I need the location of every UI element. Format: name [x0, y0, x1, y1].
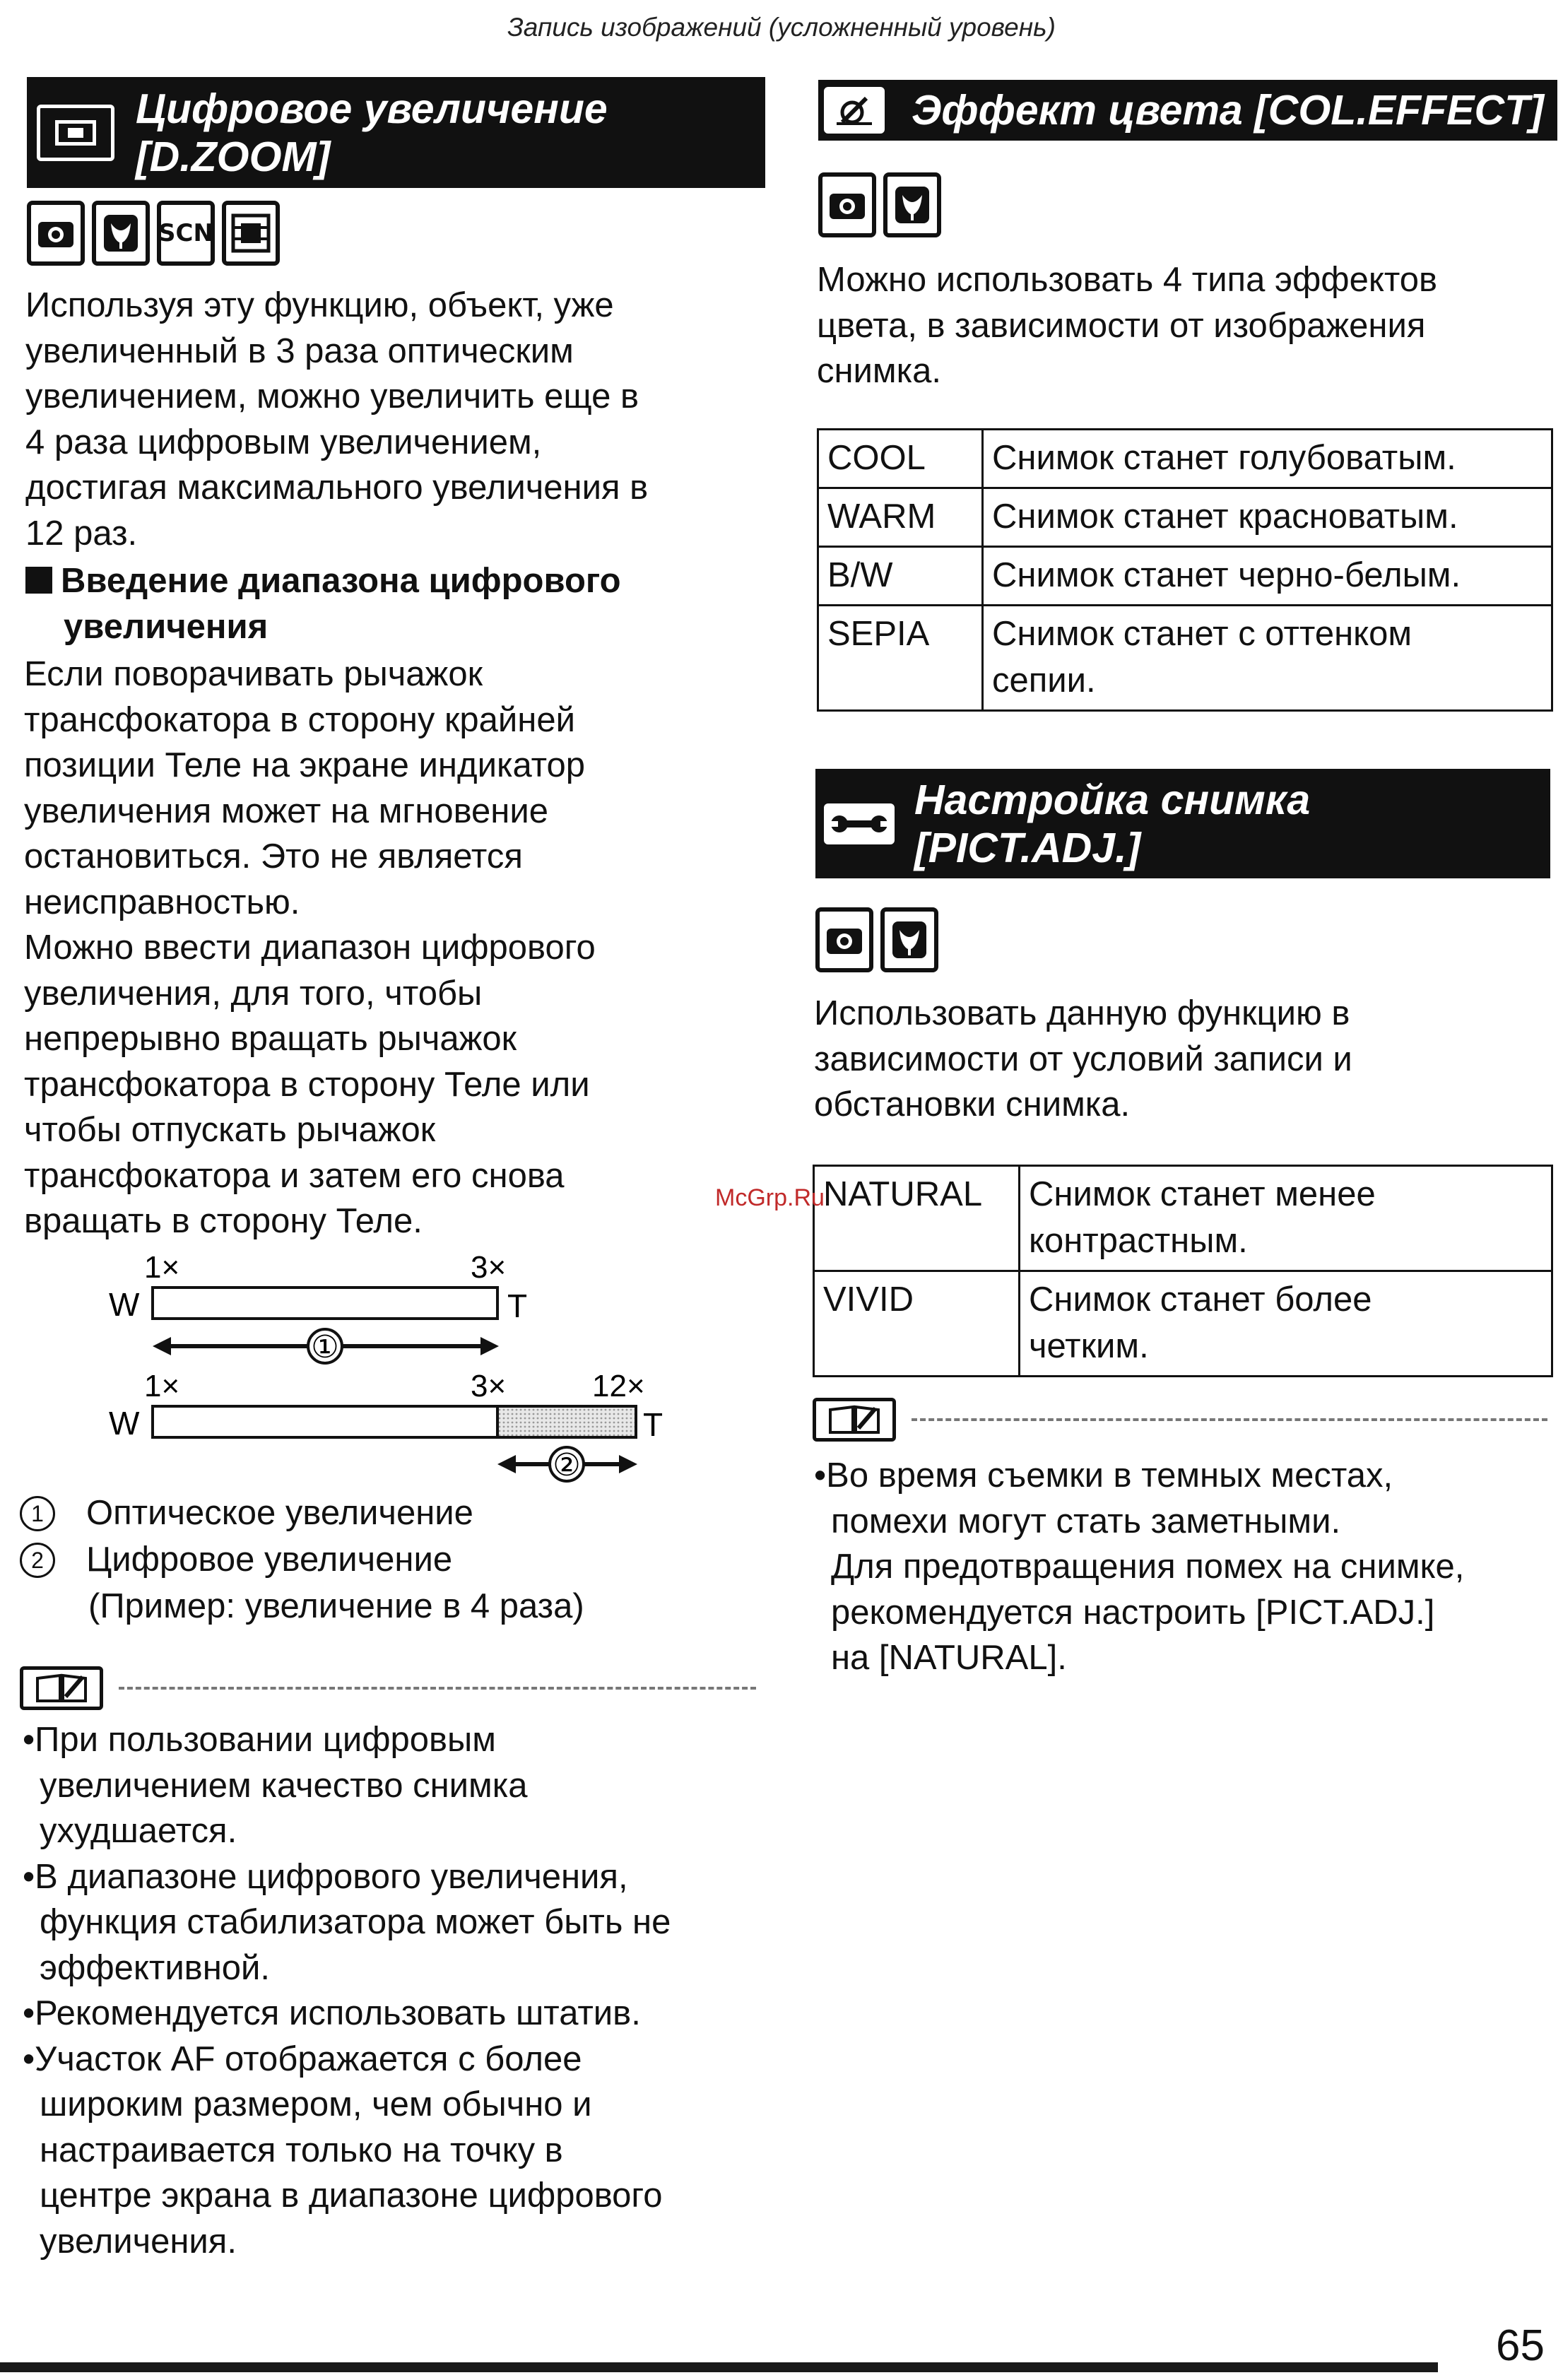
page-number: 65 [1496, 2321, 1545, 2370]
color-effect-icon [824, 87, 885, 134]
top-tick-1x: 1× [144, 1251, 180, 1285]
text-line: Можно использовать 4 типа эффектов [817, 261, 1438, 299]
bottom-digital-bar [497, 1406, 636, 1437]
table-cell-value: Снимок станет красноватым. [983, 488, 1552, 547]
running-head: Запись изображений (усложненный уровень) [507, 13, 1056, 42]
table-cell-key: WARM [818, 488, 983, 547]
dzoom-notes [23, 1717, 772, 2264]
text-line: достигая максимального увеличения в [25, 469, 649, 507]
text-line: неисправностью. [24, 883, 300, 921]
note-item-cont: ухудшается. [40, 1812, 237, 1850]
dashed-divider [912, 1418, 1547, 1421]
text-line: трансфокатора и затем его снова [24, 1156, 565, 1195]
text-line: чтобы отпускать рычажок [24, 1111, 436, 1149]
note-item-cont: функция стабилизатора может быть не [40, 1903, 671, 1941]
pictadj-mode-icons [815, 907, 938, 972]
text-line: увеличением, можно увеличить еще в [25, 377, 639, 416]
footer-rule [0, 2362, 1438, 2372]
text-line: Используя эту функцию, объект, уже [25, 286, 614, 324]
text-line: обстановки снимка. [814, 1085, 1131, 1124]
table-cell-key: SEPIA [818, 606, 983, 711]
bottom-tick-1x: 1× [144, 1369, 180, 1403]
camera-mode-icon [27, 201, 85, 266]
legend-marker: 2 [20, 1543, 55, 1578]
coleffect-table [817, 428, 1553, 712]
note-item-cont: помехи могут стать заметными. [831, 1502, 1341, 1540]
square-bullet-icon [25, 567, 52, 594]
text-line: снимка. [817, 352, 941, 390]
top-range-marker: ① [311, 1329, 339, 1365]
legend-text: Оптическое увеличение [86, 1494, 473, 1532]
pictadj-notes [814, 1453, 1556, 1681]
pictadj-title: Настройка снимка [914, 776, 1311, 823]
table-cell-line: Снимок станет более [1029, 1280, 1372, 1319]
top-tick-3x: 3× [471, 1251, 507, 1285]
text-line: увеличения, для того, чтобы [24, 974, 483, 1013]
dzoom-header [27, 77, 765, 188]
watermark: McGrp.Ru [715, 1184, 825, 1211]
wrench-icon [824, 803, 895, 844]
pictadj-title-code: [PICT.ADJ.] [914, 824, 1141, 871]
coleffect-header [818, 80, 1557, 141]
bottom-label-t: T [643, 1406, 663, 1443]
dzoom-intro [25, 283, 767, 556]
camera-mode-icon [815, 907, 873, 972]
note-item: • При пользовании цифровым [23, 1717, 772, 1763]
dzoom-title-code: [D.ZOOM] [136, 133, 331, 180]
dzoom-icon [37, 105, 114, 161]
bottom-tick-12x: 12× [592, 1369, 645, 1403]
scene-mode-icon [157, 201, 215, 266]
note-item-cont: широким размером, чем обычно и [40, 2085, 592, 2123]
dzoom-title: Цифровое увеличение [136, 85, 608, 132]
text-line: цвета, в зависимости от изображения [817, 306, 1426, 345]
table-cell-key: COOL [818, 430, 983, 488]
note-item: • Рекомендуется использовать штатив. [23, 1991, 772, 2037]
table-row [818, 430, 1552, 488]
text-line: трансфокатора в сторону Теле или [24, 1065, 590, 1104]
text-line: Если поворачивать рычажок [24, 655, 483, 693]
bottom-range-marker: ② [553, 1447, 581, 1483]
dzoom-subheading [25, 558, 767, 649]
table-cell-line: контрастным. [1029, 1222, 1248, 1260]
bottom-arrow-left [497, 1455, 516, 1473]
scene-mode-label: SCN [158, 219, 213, 247]
note-book-icon [813, 1398, 896, 1442]
pictadj-intro [814, 991, 1556, 1128]
table-cell-value [1020, 1166, 1552, 1271]
table-cell-key: NATURAL [814, 1166, 1020, 1271]
table-cell-line: четким. [1029, 1327, 1149, 1365]
bottom-tick-3x: 3× [471, 1369, 507, 1403]
note-item: • Во время съемки в темных местах, [814, 1453, 1556, 1499]
note-item-cont: эффективной. [40, 1948, 271, 1987]
top-optical-bar [153, 1288, 497, 1319]
table-cell-line: Снимок станет менее [1029, 1175, 1376, 1213]
note-item: • Участок AF отображается с более [23, 2037, 772, 2082]
pictadj-header [815, 769, 1550, 878]
text-line: 4 раза цифровым увеличением, [25, 423, 542, 461]
text-line: увеличенный в 3 раза оптическим [25, 331, 574, 370]
macro-mode-icon [92, 201, 150, 266]
bottom-arrow-right [619, 1455, 637, 1473]
dzoom-mode-icons [27, 201, 280, 266]
top-label-w: W [109, 1286, 140, 1323]
table-cell-value: Снимок станет голубоватым. [983, 430, 1552, 488]
top-arrow-right [480, 1337, 499, 1355]
note-book-icon [20, 1666, 103, 1710]
table-cell-line: сепии. [992, 661, 1096, 700]
text-line: Использовать данную функцию в [814, 994, 1350, 1032]
text-line: позиции Теле на экране индикатор [24, 746, 586, 784]
note-item-cont: увеличением качество снимка [40, 1766, 528, 1805]
note-item-cont: центре экрана в диапазоне цифрового [40, 2176, 663, 2215]
table-cell-value [983, 606, 1552, 711]
bottom-label-w: W [109, 1405, 140, 1442]
camera-mode-icon [818, 172, 876, 237]
zoom-range-diagram [99, 1251, 707, 1491]
text-line: непрерывно вращать рычажок [24, 1020, 517, 1058]
note-item-cont: Для предотвращения помех на снимке, [831, 1548, 1465, 1586]
bottom-optical-bar [153, 1406, 497, 1437]
text-line: зависимости от условий записи и [814, 1039, 1352, 1078]
macro-mode-icon [883, 172, 941, 237]
table-row [814, 1271, 1552, 1377]
subheading-text: увеличения [64, 607, 269, 646]
note-item-cont: на [NATURAL]. [831, 1639, 1067, 1677]
dzoom-note-divider [20, 1666, 756, 1710]
coleffect-mode-icons [818, 172, 941, 237]
table-cell-line: Снимок станет с оттенком [992, 615, 1412, 653]
legend-marker: 1 [20, 1496, 55, 1531]
coleffect-title: Эффект цвета [COL.EFFECT] [912, 87, 1544, 134]
note-item-cont: настраивается только на точку в [40, 2131, 563, 2169]
movie-mode-icon [222, 201, 280, 266]
note-item: • В диапазоне цифрового увеличения, [23, 1854, 772, 1900]
legend-text: Цифровое увеличение [86, 1540, 453, 1579]
table-row [818, 547, 1552, 606]
coleffect-intro [817, 257, 1559, 394]
pictadj-note-divider [813, 1398, 1547, 1442]
note-item-cont: увеличения. [40, 2222, 237, 2261]
table-cell-value [1020, 1271, 1552, 1377]
top-arrow-left [153, 1337, 171, 1355]
text-line: Можно ввести диапазон цифрового [24, 929, 596, 967]
table-cell-value: Снимок станет черно-белым. [983, 547, 1552, 606]
text-line: 12 раз. [25, 514, 138, 553]
table-cell-key: B/W [818, 547, 983, 606]
table-row [818, 606, 1552, 711]
legend-example: (Пример: увеличение в 4 раза) [88, 1587, 584, 1625]
dashed-divider [119, 1687, 756, 1690]
pictadj-table [813, 1165, 1553, 1377]
note-item-cont: рекомендуется настроить [PICT.ADJ.] [831, 1593, 1435, 1632]
diagram-legend [20, 1490, 769, 1630]
table-row [814, 1166, 1552, 1271]
dzoom-body [24, 652, 766, 1244]
text-line: остановиться. Это не является [24, 837, 523, 876]
table-row [818, 488, 1552, 547]
top-label-t: T [507, 1288, 528, 1324]
text-line: трансфокатора в сторону крайней [24, 700, 575, 739]
subheading-text: Введение диапазона цифрового [61, 562, 621, 600]
text-line: вращать в сторону Теле. [24, 1202, 423, 1240]
table-cell-key: VIVID [814, 1271, 1020, 1377]
macro-mode-icon [880, 907, 938, 972]
text-line: увеличения может на мгновение [24, 791, 548, 830]
